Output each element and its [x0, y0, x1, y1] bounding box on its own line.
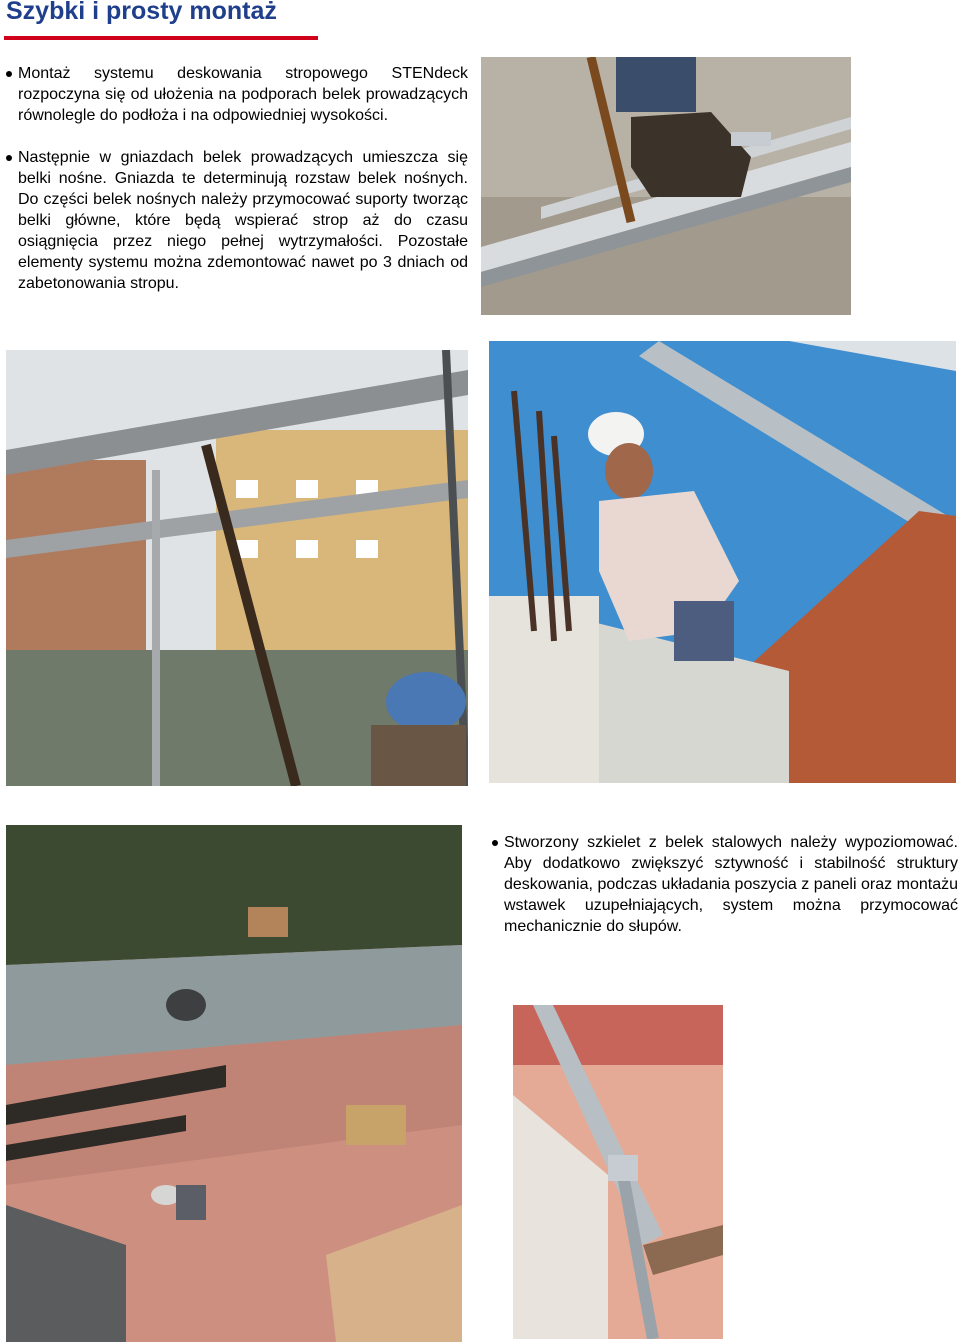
intro-bullet-list — [6, 63, 468, 294]
bullet-dot-icon — [6, 155, 12, 161]
title-underline — [4, 36, 318, 40]
photo-panel-worker — [489, 341, 956, 783]
bullet-dot-icon — [6, 71, 12, 77]
bullet-text: Stworzony szkielet z belek stalowych należy wypoziomować. Aby dodatkowo zwiększyć sztywność i stabilność struktury deskowania, podczas układania poszycia z paneli oraz montażu wstawek uzupełniających, system można przymocować mechanicznie do słupów. — [504, 834, 958, 935]
bullet-item — [6, 147, 468, 294]
photo-scaffold-worker — [6, 350, 468, 786]
bullet-item — [6, 63, 468, 126]
photo-deck-aerial — [6, 825, 462, 1342]
photo-beam-detail — [513, 1005, 723, 1339]
bullet-text: Montaż systemu deskowania stropowego STENdeck rozpoczyna się od ułożenia na podporach belek prowadzących równolegle do podłoża i na odpowiedniej wysokości. — [18, 65, 468, 124]
bullet-item — [492, 832, 958, 937]
bullet-dot-icon — [492, 840, 498, 846]
photo-beam-placement — [481, 57, 851, 315]
second-bullet-list — [492, 832, 958, 937]
page-title: Szybki i prosty montaż — [6, 0, 277, 25]
bullet-text: Następnie w gniazdach belek prowadzących umieszcza się belki nośne. Gniazda te determinują rozstaw belek nośnych. Do części belek nośnych należy przymocować suporty tworząc belki główne, które będą wspierać strop aż do czasu osiągnięcia przez niego pełnej wytrzymałości. Pozostałe elementy systemu można zdemontować nawet po 3 dniach od zabetonowania stropu. — [18, 149, 468, 292]
